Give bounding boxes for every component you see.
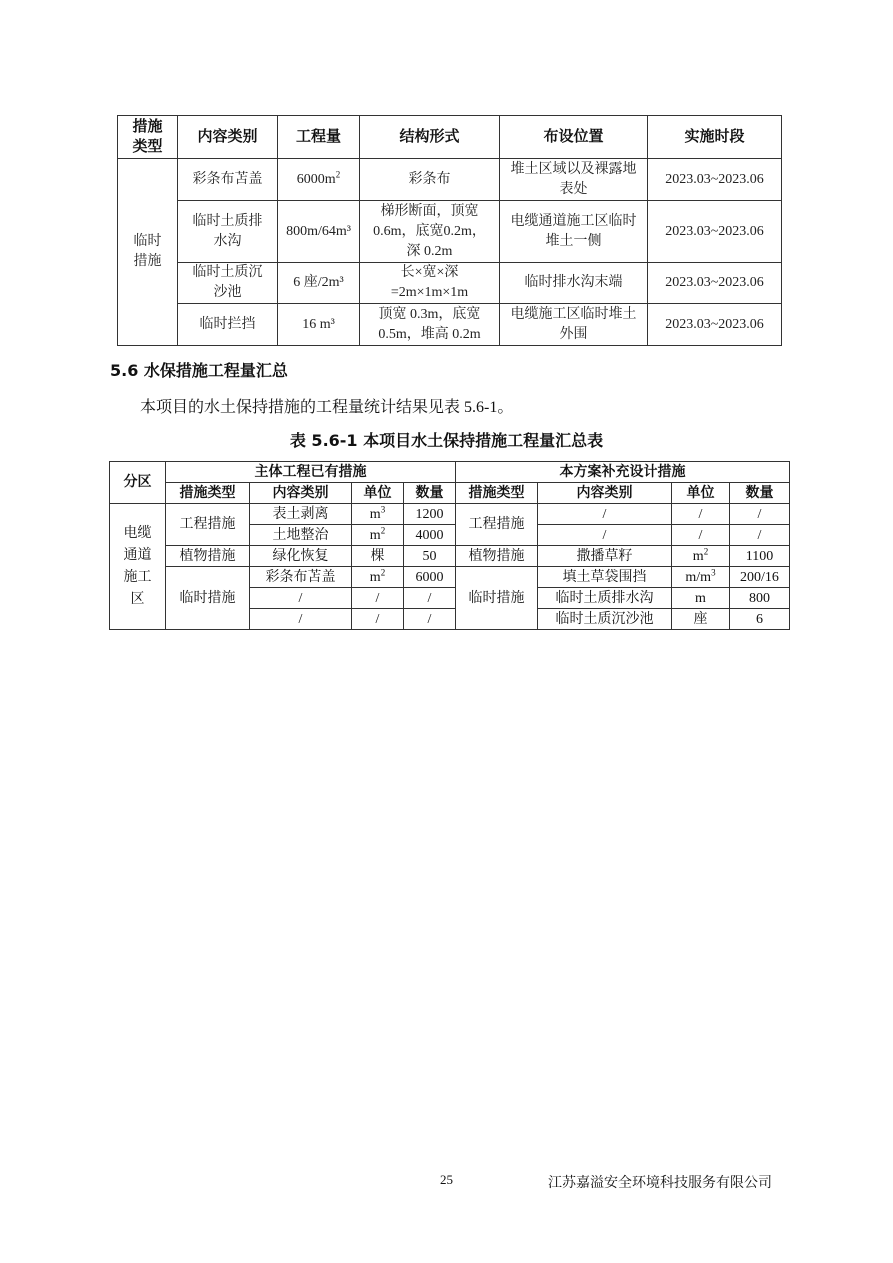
table-caption: 表 5.6-1 本项目水土保持措施工程量汇总表 [289, 431, 604, 450]
page-number: 25 [440, 1172, 453, 1187]
header-unit: 单位 [672, 483, 730, 504]
left-qty: 4000 [404, 525, 456, 546]
cell-structure: 长×宽×深=2m×1m×1m [360, 263, 500, 304]
header-measure-type: 措施类型 [456, 483, 538, 504]
left-qty: 50 [404, 546, 456, 567]
cell-content: 临时土质沉沙池 [178, 263, 278, 304]
cell-content: 临时拦挡 [178, 304, 278, 346]
cell-quantity: 16 m³ [278, 304, 360, 346]
table-header-row [118, 116, 782, 159]
cell-quantity: 6 座/2m³ [278, 263, 360, 304]
zone-label: 电缆通道施工区 [123, 525, 152, 607]
left-unit: / [352, 609, 404, 630]
left-content: / [250, 609, 352, 630]
right-unit: m [672, 588, 730, 609]
cell-period: 2023.03~2023.06 [648, 263, 782, 304]
existing-measures-header: 主体工程已有措施 [166, 462, 456, 483]
cell-location: 电缆通道施工区临时堆土一侧 [500, 201, 648, 263]
left-content: 土地整治 [250, 525, 352, 546]
cell-period: 2023.03~2023.06 [648, 159, 782, 201]
cell-quantity: 800m/64m³ [278, 201, 360, 263]
header-measure-type: 措施类型 [118, 116, 178, 159]
header-content-category: 内容类别 [538, 483, 672, 504]
right-qty: 6 [730, 609, 790, 630]
cell-quantity: $6000m^2$ [278, 159, 360, 201]
left-type-plant: 植物措施 [166, 546, 250, 567]
cell-location: 堆土区域以及裸露地表处 [500, 159, 648, 201]
right-unit: / [672, 504, 730, 525]
temporary-measures-table [117, 115, 782, 346]
right-unit: / [672, 525, 730, 546]
left-unit: 棵 [352, 546, 404, 567]
table-row [118, 263, 782, 304]
cell-structure: 梯形断面，顶宽0.6m，底宽0.2m，深 0.2m [360, 201, 500, 263]
cell-location: 电缆施工区临时堆土外围 [500, 304, 648, 346]
left-qty: 1200 [404, 504, 456, 525]
right-content: / [538, 525, 672, 546]
group-header-row [110, 462, 790, 483]
right-unit: $m/m^3$ [672, 567, 730, 588]
table-row [118, 159, 782, 201]
supplementary-measures-header: 本方案补充设计措施 [456, 462, 790, 483]
right-qty: 800 [730, 588, 790, 609]
left-type-engineering: 工程措施 [166, 504, 250, 546]
left-content: 彩条布苫盖 [250, 567, 352, 588]
header-period: 实施时段 [648, 116, 782, 159]
left-qty: 6000 [404, 567, 456, 588]
header-quantity: 数量 [730, 483, 790, 504]
right-content: 临时土质沉沙池 [538, 609, 672, 630]
right-content: 临时土质排水沟 [538, 588, 672, 609]
company-name: 江苏嘉溢安全环境科技服务有限公司 [548, 1176, 772, 1191]
right-qty: 200/16 [730, 567, 790, 588]
right-qty: 1100 [730, 546, 790, 567]
cell-location: 临时排水沟末端 [500, 263, 648, 304]
left-unit: $m^2$ [352, 567, 404, 588]
summary-table [109, 461, 790, 630]
zone-cell [110, 504, 166, 630]
header-measure-type: 措施类型 [166, 483, 250, 504]
left-unit: / [352, 588, 404, 609]
table-row [110, 504, 790, 525]
right-qty: / [730, 525, 790, 546]
left-unit: $m^3$ [352, 504, 404, 525]
cell-content: 彩条布苫盖 [178, 159, 278, 201]
left-type-temporary: 临时措施 [166, 567, 250, 630]
cell-structure: 顶宽 0.3m，底宽0.5m，堆高 0.2m [360, 304, 500, 346]
header-unit: 单位 [352, 483, 404, 504]
right-type-temporary: 临时措施 [456, 567, 538, 630]
header-location: 布设位置 [500, 116, 648, 159]
table-row [110, 546, 790, 567]
zone-header: 分区 [110, 462, 166, 504]
right-content: / [538, 504, 672, 525]
group-cell [118, 159, 178, 346]
left-content: 绿化恢复 [250, 546, 352, 567]
header-structure: 结构形式 [360, 116, 500, 159]
left-content: 表土剥离 [250, 504, 352, 525]
right-unit: 座 [672, 609, 730, 630]
table-row [110, 567, 790, 588]
left-content: / [250, 588, 352, 609]
left-unit: $m^2$ [352, 525, 404, 546]
table-row [118, 201, 782, 263]
right-unit: $m^2$ [672, 546, 730, 567]
header-quantity: 数量 [404, 483, 456, 504]
sub-header-row [110, 483, 790, 504]
table-row [118, 304, 782, 346]
right-qty: / [730, 504, 790, 525]
header-content-category: 内容类别 [178, 116, 278, 159]
header-content-category: 内容类别 [250, 483, 352, 504]
header-quantity: 工程量 [278, 116, 360, 159]
left-qty: / [404, 609, 456, 630]
right-type-plant: 植物措施 [456, 546, 538, 567]
right-type-engineering: 工程措施 [456, 504, 538, 546]
left-qty: / [404, 588, 456, 609]
section-paragraph: 本项目的水土保持措施的工程量统计结果见表 5.6-1。 [140, 399, 514, 416]
group-label: 临时措施 [133, 234, 162, 269]
right-content: 撒播草籽 [538, 546, 672, 567]
section-heading: 5.6 水保措施工程量汇总 [110, 361, 288, 380]
right-content: 填土草袋围挡 [538, 567, 672, 588]
cell-structure: 彩条布 [360, 159, 500, 201]
cell-period: 2023.03~2023.06 [648, 304, 782, 346]
cell-content: 临时土质排水沟 [178, 201, 278, 263]
cell-period: 2023.03~2023.06 [648, 201, 782, 263]
